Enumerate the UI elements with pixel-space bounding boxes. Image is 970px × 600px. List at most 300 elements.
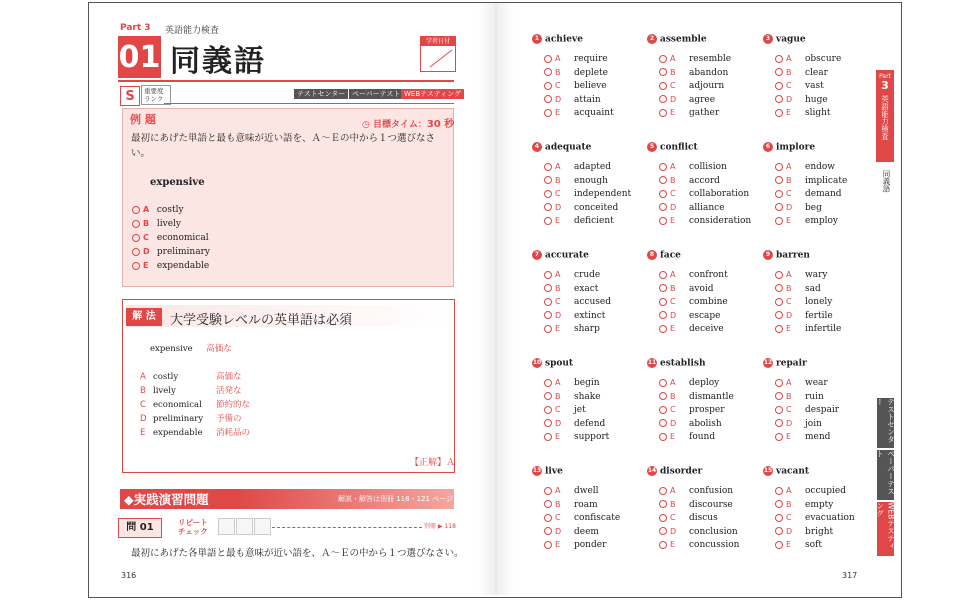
radio-circle-icon[interactable] [659,311,667,319]
answer-option[interactable] [775,297,832,307]
answer-option[interactable] [544,527,599,537]
option-letter: E [670,324,676,333]
item-number-badge: 15 [763,467,773,474]
example-option[interactable]: C economical [132,233,209,243]
radio-circle-icon[interactable] [544,271,552,279]
radio-circle-icon[interactable] [659,190,667,198]
answer-option[interactable] [544,81,607,91]
option-text: avoid [689,283,714,294]
option-text: ponder [574,540,607,550]
option-letter: B [670,499,676,509]
option-letter: A [555,486,561,495]
option-letter: B [555,175,561,185]
item-word: barren [776,250,810,261]
answer-option[interactable] [775,540,822,550]
radio-circle-icon[interactable] [544,379,552,387]
answer-option[interactable] [775,270,827,280]
question-item-title [763,142,815,153]
radio-circle-icon[interactable] [544,82,552,90]
option-text: wear [805,378,828,388]
repeat-checkbox[interactable] [254,518,271,535]
answer-option[interactable] [659,513,718,523]
radio-circle-icon[interactable] [659,298,667,306]
option-text: implicate [805,175,848,186]
radio-circle-icon[interactable] [659,176,667,184]
side-part-text: 英語能力検査 [880,95,890,140]
radio-circle-icon[interactable] [659,325,667,333]
option-letter: A [670,486,676,495]
option-text: fertile [805,310,833,321]
answer-option[interactable] [659,500,733,510]
option-text: jet [574,405,586,415]
answer-option[interactable] [659,540,739,550]
option-letter: C [670,297,676,306]
answer-option[interactable] [659,324,724,334]
item-number-badge: 1 [532,34,542,44]
option-text: beg [805,202,822,213]
target-time-label: 目標タイム： [373,120,427,130]
radio-circle-icon[interactable] [132,234,140,242]
option-letter: C [786,81,792,90]
option-text: independent [574,189,632,199]
answer-option[interactable] [544,189,631,199]
answer-option[interactable] [544,405,586,415]
option-letter: E [786,432,792,441]
radio-circle-icon[interactable] [659,203,667,211]
date-slash [430,49,453,67]
option-text: collaboration [689,189,750,199]
side-tab-paper-test[interactable]: ペーパーテスト [877,450,894,500]
radio-circle-icon[interactable] [659,109,667,117]
radio-circle-icon[interactable] [544,514,552,522]
radio-circle-icon[interactable] [544,217,552,225]
option-letter: A [555,162,561,171]
answer-option[interactable] [775,527,833,537]
radio-circle-icon[interactable] [775,325,783,333]
radio-circle-icon[interactable] [775,95,783,103]
answer-option[interactable] [775,176,847,186]
answer-option[interactable] [659,378,719,388]
answer-option[interactable] [659,311,720,321]
answer-option[interactable] [775,81,824,91]
answer-option[interactable] [775,486,846,496]
radio-circle-icon[interactable] [775,217,783,225]
option-letter: D [786,310,793,320]
question-item-title [763,250,810,261]
radio-circle-icon[interactable] [132,262,140,270]
option-letter: B [786,175,792,185]
radio-circle-icon[interactable] [775,406,783,414]
radio-circle-icon[interactable] [659,55,667,63]
answer-option[interactable] [544,486,599,496]
option-text: believe [574,81,607,91]
item-number-badge: 12 [763,359,773,366]
option-letter: B [786,67,792,77]
option-letter: C [670,513,676,522]
answer-option[interactable] [544,68,608,78]
option-text: confront [689,270,728,280]
radio-circle-icon[interactable] [775,284,783,292]
option-text: escape [689,310,721,321]
radio-circle-icon[interactable] [775,55,783,63]
option-letter: B [786,391,792,401]
option-text: occupied [805,486,847,496]
answer-option[interactable] [775,189,842,199]
option-letter: B [670,175,676,185]
tag-test-center: テストセンター [294,89,348,99]
answer-option[interactable] [544,378,600,388]
answer-option[interactable] [659,176,720,186]
answer-option[interactable] [544,203,618,213]
solution-row: A costly 高価な [140,372,242,382]
radio-circle-icon[interactable] [659,487,667,495]
radio-circle-icon[interactable] [544,325,552,333]
option-text: conclusion [689,526,738,537]
answer-option[interactable] [775,162,835,172]
example-option[interactable]: E expendable [132,261,209,271]
example-option[interactable]: A costly [132,205,184,215]
radio-circle-icon[interactable] [659,82,667,90]
answer-option[interactable] [775,108,831,118]
radio-circle-icon[interactable] [659,217,667,225]
option-letter: B [670,283,676,293]
option-text: wary [805,270,828,280]
option-letter: D [555,310,562,320]
radio-circle-icon[interactable] [544,203,552,211]
answer-option[interactable] [659,419,722,429]
answer-option[interactable] [544,270,600,280]
option-letter: C [786,189,792,198]
radio-circle-icon[interactable] [775,514,783,522]
practice-question: 最初にあげた各単語と最も意味が近い語を、Ａ～Ｅの中から１つ選びなさい。 [131,548,464,559]
radio-circle-icon[interactable] [544,95,552,103]
example-word: expensive [150,177,205,188]
side-tab-test-center[interactable]: テストセンター [877,398,894,448]
option-letter: C [786,297,792,306]
radio-circle-icon[interactable] [544,419,552,427]
option-letter: E [670,108,676,117]
option-text: accord [689,175,720,186]
answer-option[interactable] [544,513,620,523]
option-text: vast [805,81,824,91]
radio-circle-icon[interactable] [544,176,552,184]
page-number-left: 316 [121,571,137,580]
rank-label: 重要度ランク [141,85,171,105]
tag-web-testing: WEBテスティング [401,89,464,99]
side-subtitle: 同義語 [882,170,891,193]
answer-option[interactable] [775,311,833,321]
radio-circle-icon[interactable] [544,500,552,508]
radio-circle-icon[interactable] [132,206,140,214]
option-text: prosper [689,405,725,415]
answer-option[interactable] [659,405,725,415]
radio-circle-icon[interactable] [775,311,783,319]
option-letter: D [555,94,562,104]
answer-option[interactable] [659,486,733,496]
option-text: huge [805,94,828,105]
item-word: vague [776,34,806,45]
side-part-number: 3 [881,79,889,92]
option-text: accused [574,297,611,307]
answer-option[interactable] [659,284,714,294]
option-text: employ [805,216,839,226]
radio-circle-icon[interactable] [544,163,552,171]
radio-circle-icon[interactable] [544,298,552,306]
radio-circle-icon[interactable] [775,379,783,387]
option-text: clear [805,67,828,78]
answer-option[interactable] [659,203,725,213]
answer-option[interactable] [544,500,598,510]
answer-option[interactable] [544,324,600,334]
answer-option[interactable] [659,81,724,91]
solution-badge: 解 法 [126,308,162,326]
radio-circle-icon[interactable] [775,541,783,549]
answer-option[interactable] [775,378,828,388]
radio-circle-icon[interactable] [659,284,667,292]
answer-option[interactable] [659,68,728,78]
option-text: shake [574,391,601,402]
option-text: despair [805,405,840,415]
item-number-badge: 8 [647,250,657,260]
option-letter: B [555,499,561,509]
answer-option[interactable] [544,162,611,172]
option-letter: D [670,526,677,536]
option-text: bright [805,526,834,537]
radio-circle-icon[interactable] [544,406,552,414]
option-text: combine [689,297,728,307]
radio-circle-icon[interactable] [775,203,783,211]
answer-option[interactable] [775,216,838,226]
answer-option[interactable] [544,95,601,105]
option-letter: B [555,391,561,401]
radio-circle-icon[interactable] [659,541,667,549]
answer-option[interactable] [775,419,822,429]
example-option[interactable]: D preliminary [132,247,210,257]
answer-option[interactable] [775,284,821,294]
option-letter: E [786,216,792,225]
option-text: sad [805,283,821,294]
radio-circle-icon[interactable] [659,500,667,508]
radio-circle-icon[interactable] [544,284,552,292]
radio-circle-icon[interactable] [544,190,552,198]
option-text: agree [689,94,716,105]
part-subtitle: 英語能力検査 [165,26,220,36]
title-rule [118,80,454,82]
option-letter: E [555,108,561,117]
radio-circle-icon[interactable] [544,433,552,441]
radio-circle-icon[interactable] [544,527,552,535]
answer-option[interactable] [775,392,824,402]
answer-option[interactable] [775,405,839,415]
option-letter: D [786,202,793,212]
answer-option[interactable] [775,203,822,213]
question-item-title [647,250,681,261]
option-text: infertile [805,324,842,334]
option-text: deplete [574,67,608,78]
question-item-title [647,466,702,477]
answer-option[interactable] [544,54,608,64]
option-letter: E [786,540,792,549]
option-letter: E [555,540,561,549]
radio-circle-icon[interactable] [659,514,667,522]
answer-option[interactable] [775,95,828,105]
radio-circle-icon[interactable] [659,271,667,279]
answer-option[interactable] [659,432,715,442]
radio-circle-icon[interactable] [775,82,783,90]
radio-circle-icon[interactable] [775,500,783,508]
answer-option[interactable] [544,284,598,294]
section-title: 同義語 [170,44,266,79]
answer-option[interactable] [659,95,715,105]
side-part-label: Part [879,73,891,80]
answer-option[interactable] [544,216,614,226]
radio-circle-icon[interactable] [775,190,783,198]
answer-option[interactable] [544,297,611,307]
option-text: resemble [689,54,732,64]
item-word: disorder [660,466,703,477]
item-number-badge: 14 [647,467,657,474]
option-text: confiscate [574,513,621,523]
radio-circle-icon[interactable] [544,541,552,549]
answer-option[interactable] [544,540,606,550]
item-number-badge: 4 [532,142,542,152]
item-word: vacant [776,466,810,477]
answer-option[interactable] [775,513,855,523]
option-letter: A [786,270,792,279]
example-option[interactable]: B lively [132,219,181,229]
question-item-title [532,466,563,477]
answer-option[interactable] [544,176,608,186]
answer-option[interactable] [659,108,719,118]
item-number-badge: 6 [763,142,773,152]
repeat-checkbox[interactable] [218,518,235,535]
question-item-title [647,142,698,153]
radio-circle-icon[interactable] [775,298,783,306]
option-text: deficient [574,216,614,226]
radio-circle-icon[interactable] [775,527,783,535]
radio-circle-icon[interactable] [775,163,783,171]
answer-option[interactable] [775,68,828,78]
radio-circle-icon[interactable] [544,311,552,319]
radio-circle-icon[interactable] [132,248,140,256]
option-letter: A [670,378,676,387]
option-text: defend [574,418,606,429]
option-letter: D [555,202,562,212]
radio-circle-icon[interactable] [775,487,783,495]
answer-option[interactable] [544,108,614,118]
radio-circle-icon[interactable] [775,68,783,76]
study-date-box [420,36,456,72]
radio-circle-icon[interactable] [775,419,783,427]
radio-circle-icon[interactable] [659,406,667,414]
answer-option[interactable] [659,527,738,537]
answer-option[interactable] [659,216,751,226]
radio-circle-icon[interactable] [659,379,667,387]
option-text: confusion [689,486,734,496]
item-number-badge: 11 [647,359,657,366]
answer-option[interactable] [775,500,833,510]
radio-circle-icon[interactable] [544,487,552,495]
answer-option[interactable] [544,419,605,429]
radio-circle-icon[interactable] [775,433,783,441]
item-word: adequate [545,142,592,153]
radio-circle-icon[interactable] [659,68,667,76]
item-word: implore [776,142,816,153]
radio-circle-icon[interactable] [659,527,667,535]
part-side-tab [876,70,894,162]
radio-circle-icon[interactable] [659,419,667,427]
question-item-title [532,34,583,45]
item-number-badge: 5 [647,142,657,152]
radio-circle-icon[interactable] [544,109,552,117]
example-question: 最初にあげた単語と最も意味が近い語を、Ａ～Ｅの中から１つ選びなさい。 [131,133,436,159]
answer-option[interactable] [659,54,731,64]
answer-option[interactable] [544,432,609,442]
option-text: extinct [574,310,606,321]
radio-circle-icon[interactable] [775,271,783,279]
item-number-badge: 3 [763,34,773,44]
radio-circle-icon[interactable] [775,392,783,400]
radio-circle-icon[interactable] [132,220,140,228]
option-letter: A [670,270,676,279]
option-text: discourse [689,499,733,510]
option-letter: C [555,513,561,522]
side-tab-web-testing[interactable]: WEBテスティング [877,502,894,556]
answer-option[interactable] [659,297,728,307]
option-text: dwell [574,486,599,496]
answer-option[interactable] [775,54,841,64]
radio-circle-icon[interactable] [775,109,783,117]
solution-row: C economical 節約的な [140,400,251,410]
radio-circle-icon[interactable] [659,392,667,400]
radio-circle-icon[interactable] [659,433,667,441]
option-text: deem [574,526,599,537]
option-text: collision [689,162,727,172]
option-text: found [689,432,716,442]
answer-option[interactable] [775,324,841,334]
answer-option[interactable] [544,311,605,321]
answer-option[interactable] [659,392,734,402]
option-text: conceited [574,202,619,213]
item-number-badge: 10 [532,359,542,366]
option-letter: C [786,513,792,522]
radio-circle-icon[interactable] [544,55,552,63]
radio-circle-icon[interactable] [544,68,552,76]
option-letter: E [670,216,676,225]
option-text: roam [574,499,598,510]
solution-row: B lively 活発な [140,386,242,396]
question-item-title [647,34,707,45]
answer-option[interactable] [659,189,749,199]
page-number-right: 317 [842,571,858,580]
option-letter: A [786,378,792,387]
question-number: 問 01 [118,518,162,538]
radio-circle-icon[interactable] [544,392,552,400]
radio-circle-icon[interactable] [775,176,783,184]
part-label: Part 3 [120,23,151,33]
option-text: lonely [805,297,833,307]
repeat-checkbox[interactable] [236,518,253,535]
answer-option[interactable] [659,162,727,172]
option-text: join [805,418,822,429]
tag-paper-test: ペーパーテスト [349,89,403,99]
answer-option[interactable] [544,392,601,402]
radio-circle-icon[interactable] [659,95,667,103]
question-item-title [532,358,573,369]
answer-option[interactable] [659,270,728,280]
answer-option[interactable] [775,432,830,442]
radio-circle-icon[interactable] [659,163,667,171]
